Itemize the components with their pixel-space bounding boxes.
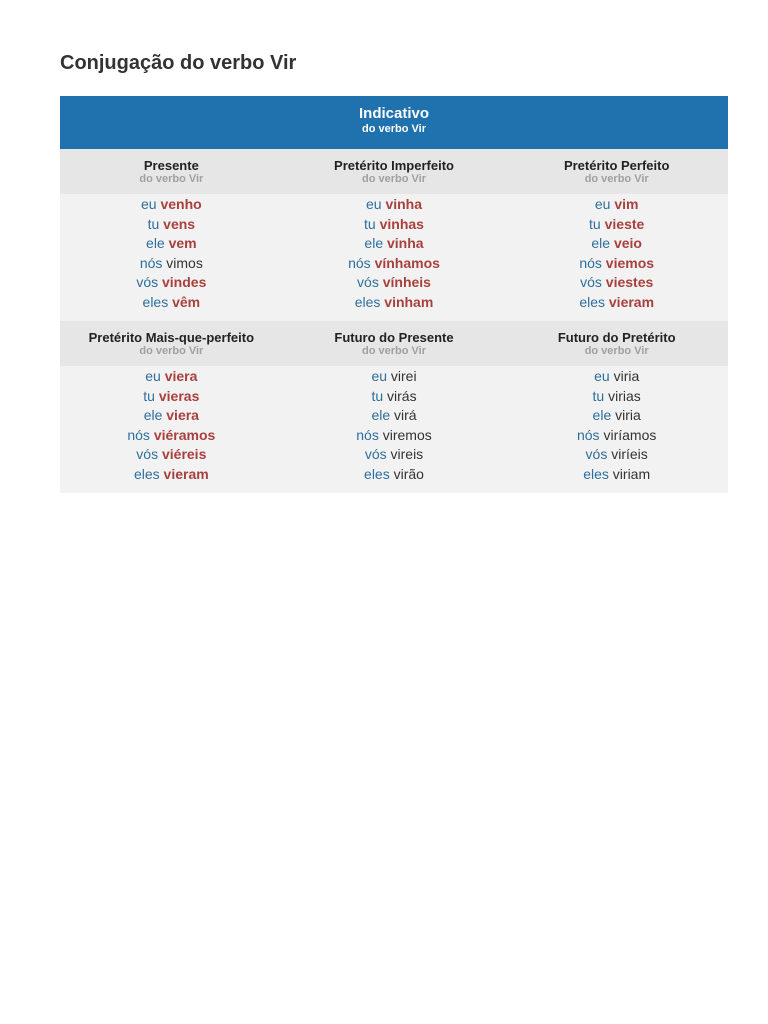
tense-name: Presente (143, 158, 199, 173)
pronoun: ele (591, 235, 611, 252)
conjugation-line (283, 465, 506, 485)
verb-form: viestes (605, 274, 654, 291)
pronoun: nós (579, 254, 602, 271)
mood-subtitle: do verbo Vir (362, 123, 426, 135)
conjugation-line (505, 465, 728, 485)
verb-form: vinha (385, 196, 423, 212)
verb-form: viera (164, 368, 198, 384)
pronoun: ele (592, 407, 612, 424)
pronoun: nós (576, 426, 600, 443)
verb-form: viera (166, 407, 199, 424)
conjugation-line (505, 293, 728, 313)
conjugation-line (60, 273, 283, 293)
verb-form: vieras (158, 387, 200, 404)
conjugation-line (283, 387, 506, 407)
verb-form: vinhas (379, 215, 424, 232)
verb-form: vinha (387, 235, 424, 252)
tense-subtitle: do verbo Vir (584, 173, 649, 185)
tense-forms (283, 194, 506, 321)
verb-form: virás (387, 387, 417, 404)
tense-header (60, 321, 283, 366)
verb-form: viéreis (161, 446, 207, 463)
conjugation-line (283, 273, 506, 293)
conjugation-line (505, 445, 728, 465)
conjugation-line (60, 387, 283, 407)
pronoun: eles (583, 465, 609, 482)
verb-form: vinham (384, 293, 434, 310)
conjugation-line (505, 215, 728, 235)
conjugation-line (60, 293, 283, 313)
pronoun: nós (356, 426, 379, 443)
verb-form: vireis (390, 446, 424, 463)
pronoun: eu (594, 196, 611, 212)
conjugation-line (60, 195, 283, 215)
conjugation-line (283, 215, 506, 235)
pronoun: eu (145, 368, 161, 384)
tense-name: Pretérito Perfeito (563, 158, 670, 173)
tense-forms-row (60, 194, 728, 321)
verb-form: vieram (163, 465, 209, 482)
pronoun: tu (592, 387, 605, 404)
conjugation-line (60, 445, 283, 465)
tense-header-row (60, 149, 728, 194)
conjugation-line (60, 426, 283, 446)
pronoun: vós (580, 274, 602, 291)
tense-header (505, 149, 728, 194)
pronoun: eu (140, 196, 157, 212)
verb-form: viria (615, 407, 641, 424)
table-header (60, 96, 728, 149)
conjugation-line (283, 293, 506, 313)
verb-form: vimos (166, 254, 203, 271)
verb-form: viéramos (153, 426, 216, 443)
pronoun: vós (136, 274, 159, 291)
verb-form: venho (160, 196, 202, 212)
tense-subtitle: do verbo Vir (584, 345, 649, 357)
verb-form: viria (613, 368, 640, 384)
verb-form: vens (163, 215, 196, 232)
pronoun: eu (365, 196, 382, 212)
verb-form: viriam (612, 465, 651, 482)
tense-forms-row (60, 366, 728, 493)
conjugation-line (60, 465, 283, 485)
verb-form: vínheis (382, 274, 431, 291)
conjugation-line (283, 406, 506, 426)
conjugation-line (60, 254, 283, 274)
pronoun: eles (133, 465, 160, 482)
conjugation-line (505, 426, 728, 446)
pronoun: vós (585, 446, 608, 463)
conjugation-line (505, 234, 728, 254)
tense-subtitle: do verbo Vir (139, 173, 204, 185)
tense-groups (60, 149, 728, 493)
tense-name: Futuro do Presente (334, 330, 454, 345)
conjugation-line (60, 406, 283, 426)
conjugation-line (505, 273, 728, 293)
conjugation-line (283, 426, 506, 446)
verb-form: virão (393, 465, 424, 482)
pronoun: ele (364, 235, 384, 252)
pronoun: eu (371, 368, 388, 384)
tense-header (283, 321, 506, 366)
pronoun: eles (142, 293, 169, 310)
conjugation-line (283, 254, 506, 274)
tense-forms (505, 366, 728, 493)
pronoun: eles (579, 293, 605, 310)
pronoun: vós (136, 446, 159, 463)
pronoun: ele (143, 407, 163, 424)
pronoun: vós (364, 446, 387, 463)
tense-forms (283, 366, 506, 493)
conjugation-line (505, 254, 728, 274)
verb-form: vínhamos (374, 254, 440, 271)
pronoun: tu (364, 215, 376, 232)
conjugation-line (505, 367, 728, 387)
conjugation-line (283, 367, 506, 387)
conjugation-line (505, 406, 728, 426)
verb-form: vindes (162, 274, 207, 291)
verb-form: virá (394, 407, 417, 424)
tense-header (60, 149, 283, 194)
conjugation-line (60, 215, 283, 235)
verb-form: viemos (605, 254, 655, 271)
pronoun: eu (594, 368, 610, 384)
conjugation-table (60, 96, 728, 493)
verb-form: vieram (608, 293, 655, 310)
tense-header-row (60, 321, 728, 366)
verb-form: vêm (172, 293, 201, 310)
pronoun: nós (139, 254, 163, 271)
pronoun: tu (147, 215, 160, 232)
conjugation-line (283, 195, 506, 215)
tense-forms (60, 194, 283, 321)
verb-form: veio (613, 235, 642, 252)
conjugation-line (283, 445, 506, 465)
tense-name: Futuro do Pretérito (557, 330, 676, 345)
tense-name: Pretérito Mais-que-perfeito (88, 330, 255, 345)
tense-header (505, 321, 728, 366)
verb-form: viríamos (603, 426, 657, 443)
pronoun: ele (371, 407, 391, 424)
pronoun: tu (143, 387, 155, 404)
pronoun: vós (357, 274, 379, 291)
conjugation-line (283, 234, 506, 254)
conjugation-line (505, 387, 728, 407)
verb-form: vieste (604, 215, 645, 232)
verb-form: viremos (382, 426, 432, 443)
conjugation-line (505, 195, 728, 215)
verb-form: viríeis (611, 446, 648, 463)
verb-form: virias (608, 387, 641, 404)
pronoun: tu (589, 215, 601, 232)
pronoun: eles (354, 293, 381, 310)
conjugation-line (60, 234, 283, 254)
page-title: Conjugação do verbo Vir (60, 52, 297, 74)
pronoun: nós (127, 426, 150, 443)
mood-title: Indicativo (358, 105, 429, 122)
pronoun: tu (371, 387, 384, 404)
tense-subtitle: do verbo Vir (139, 345, 204, 357)
pronoun: nós (348, 254, 371, 271)
tense-forms (60, 366, 283, 493)
conjugation-line (60, 367, 283, 387)
pronoun: ele (146, 235, 165, 252)
tense-forms (505, 194, 728, 321)
tense-header (283, 149, 506, 194)
tense-subtitle: do verbo Vir (362, 173, 426, 185)
verb-form: virei (390, 368, 417, 384)
pronoun: eles (364, 465, 390, 482)
tense-subtitle: do verbo Vir (362, 345, 426, 357)
tense-name: Pretérito Imperfeito (334, 158, 454, 173)
verb-form: vem (168, 235, 197, 252)
verb-form: vim (614, 196, 639, 212)
